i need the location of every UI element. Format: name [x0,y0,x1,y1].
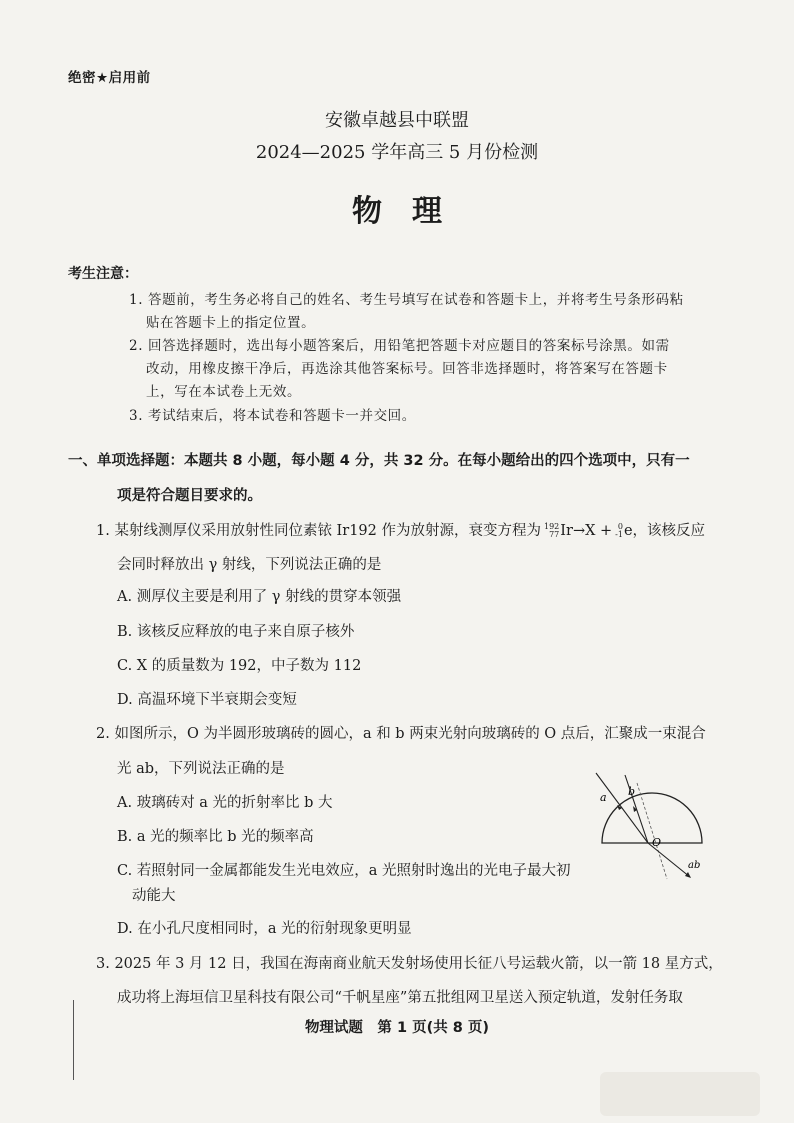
q1-stem-text: 1. 某射线测厚仪采用放射性同位素铱 Ir192 作为放射源，衰变方程为 [96,523,541,539]
notice-title: 考生注意： [68,266,138,282]
subject-title: 物 理 [352,194,442,229]
notice-line-5: 上，写在本试卷上无效。 [146,384,302,400]
q2-stem-line-2: 光 ab，下列说法正确的是 [117,761,285,777]
notice-line-2: 贴在答题卡上的指定位置。 [146,315,316,331]
exam-title: 2024—2025 学年高三 5 月份检测 [255,142,539,163]
q1-option-b: B. 该核反应释放的电子来自原子核外 [117,624,355,640]
q2-option-c: C. 若照射同一金属都能发生光电效应，a 光照射时逸出的光电子最大初 [117,863,571,879]
q3-stem-line-1: 3. 2025 年 3 月 12 日，我国在海南商业航天发射场使用长征八号运载火箭，以一箭 18 星方式， [96,956,723,972]
q1-ir-nuclide: 192 77 [544,522,560,539]
q1-option-a: A. 测厚仪主要是利用了 γ 射线的贯穿本领强 [117,589,402,605]
label-a: a [600,791,607,804]
page-footer: 物理试题 第 1 页(共 8 页) [304,1020,490,1036]
q1-electron-nuclide: 0 -1 [615,522,623,539]
notice-line-3: 2. 回答选择题时，选出每小题答案后，用铅笔把答题卡对应题目的答案标号涂黑。如需 [129,338,670,354]
q1-equation: Ir→X + [560,523,613,539]
q2-option-d: D. 在小孔尺度相同时，a 光的衍射现象更明显 [117,921,412,937]
q1-option-c: C. X 的质量数为 192，中子数为 112 [117,658,362,674]
normal-line [637,783,667,879]
notice-line-4: 改动，用橡皮擦干净后，再选涂其他答案标号。回答非选择题时，将答案写在答题卡 [146,361,668,377]
section-heading: 一、单项选择题：本题共 8 小题，每小题 4 分，共 32 分。在每小题给出的四个选项中，只有一 [68,453,690,469]
q1-stem-line-1: 1. 某射线测厚仪采用放射性同位素铱 Ir192 作为放射源，衰变方程为 192 77 Ir→X + 0 -1 e，该核反应 [96,522,706,539]
q2-option-a: A. 玻璃砖对 a 光的折射率比 b 大 [117,795,333,811]
label-o: O [652,836,662,849]
q2-option-c-cont: 动能大 [132,888,176,904]
alliance-title: 安徽卓越县中联盟 [325,110,469,131]
q1-option-d: D. 高温环境下半衰期会变短 [117,692,297,708]
q2-option-b: B. a 光的频率比 b 光的频率高 [117,829,314,845]
binding-line [73,1000,74,1080]
q1-stem-line-2: 会同时释放出 γ 射线，下列说法正确的是 [117,557,382,573]
label-b: b [628,785,636,798]
label-ab: ab [688,860,701,871]
ray-ab-arrow-icon [685,872,691,878]
confidential-label: 绝密★启用前 [68,70,151,86]
notice-line-1: 1. 答题前，考生务必将自己的姓名、考生号填写在试卷和答题卡上，并将考生号条形码粘 [129,292,684,308]
notice-line-6: 3. 考试结束后，将本试卷和答题卡一并交回。 [129,408,416,424]
q2-stem-line-1: 2. 如图所示，O 为半圆形玻璃砖的圆心，a 和 b 两束光射向玻璃砖的 O 点后，汇聚成一束混合 [96,726,706,742]
scan-smudge [600,1072,760,1116]
section-heading-cont: 项是符合题目要求的。 [117,488,262,504]
q2-glass-diagram [590,765,710,885]
q3-stem-line-2: 成功将上海垣信卫星科技有限公司“千帆星座”第五批组网卫星送入预定轨道，发射任务取 [117,990,683,1006]
